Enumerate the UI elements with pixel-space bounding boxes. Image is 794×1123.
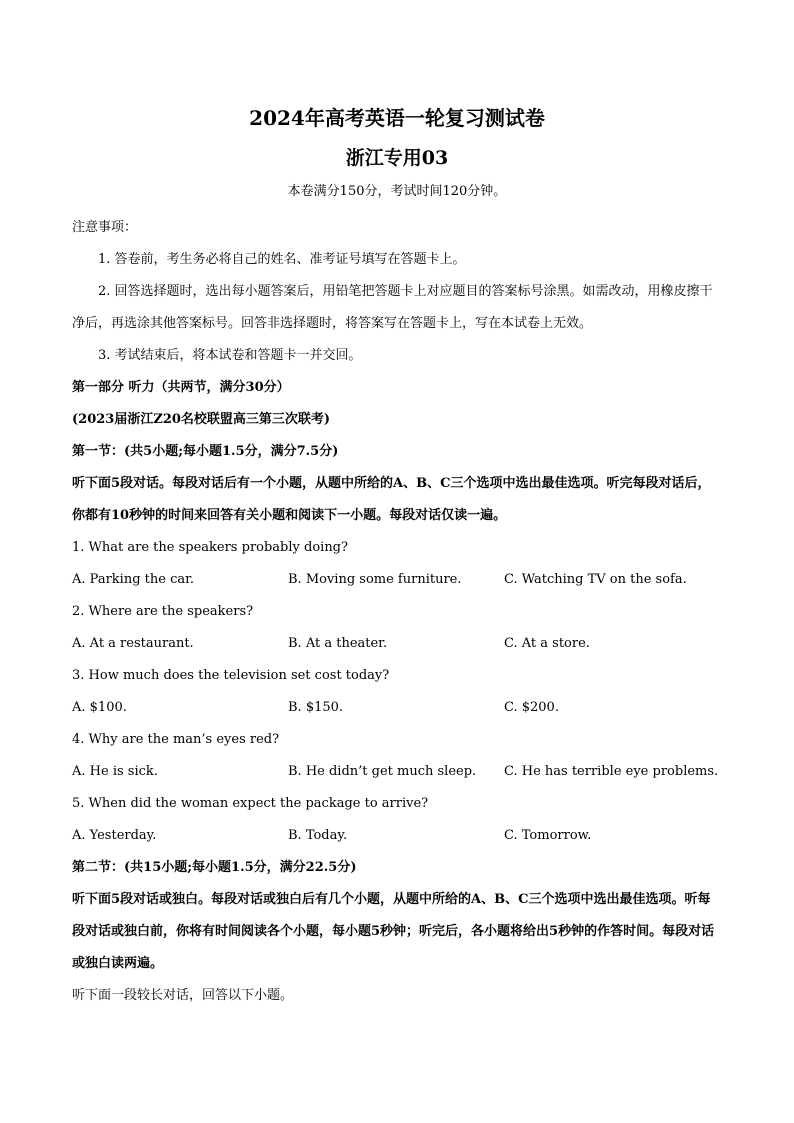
option-a: A. $100.: [72, 700, 127, 715]
part1-block: [72, 372, 722, 1012]
option-b: B. He didn’t get much sleep.: [288, 764, 477, 779]
option-c: C. Watching TV on the sofa.: [504, 572, 687, 587]
option-b: B. Today.: [288, 828, 348, 843]
question-item: [72, 596, 722, 660]
exam-meta: 本卷满分150分，考试时间120分钟。: [287, 184, 507, 199]
question-item: [72, 724, 722, 788]
options-row: [72, 628, 722, 660]
part1-source: (2023届浙江Z20名校联盟高三第三次联考): [72, 412, 331, 427]
section2-prompt: 听下面一段较长对话，回答以下小题。: [72, 988, 294, 1003]
options-row: [72, 756, 722, 788]
option-a: A. Yesterday.: [72, 828, 157, 843]
option-b: B. Moving some furniture.: [288, 572, 462, 587]
question-item: [72, 532, 722, 596]
notes-heading: 注意事项：: [72, 220, 138, 235]
page-title: 2024年高考英语一轮复习测试卷: [249, 106, 545, 130]
notes-block: [72, 212, 722, 372]
section1-instructions: 听下面5段对话。每段对话后有一个小题，从题中所给的A、B、C三个选项中选出最佳选项。听完每段对话后，你都有10秒钟的时间来回答有关小题和阅读下一小题。每段对话仅读一遍。: [72, 476, 711, 523]
options-row: [72, 820, 722, 852]
section2-instructions: 听下面5段对话或独白。每段对话或独白后有几个小题，从题中所给的A、B、C三个选项中选出最佳选项。听每段对话或独白前，你将有时间阅读各个小题，每小题5秒钟；听完后，各小题将给出5秒钟的作答时间。每段对话或独白读两遍。: [72, 892, 715, 971]
options-row: [72, 564, 722, 596]
section1-heading: 第一节：(共5小题;每小题1.5分，满分7.5分): [72, 444, 339, 459]
note-item-3: 3. 考试结束后，将本试卷和答题卡一并交回。: [98, 348, 362, 363]
question-text: 2. Where are the speakers?: [72, 604, 254, 619]
option-b: B. $150.: [288, 700, 344, 715]
page-subtitle: 浙江专用03: [345, 147, 449, 169]
question-text: 3. How much does the television set cost today?: [72, 668, 390, 683]
option-c: C. At a store.: [504, 636, 590, 651]
question-text: 1. What are the speakers probably doing?: [72, 540, 348, 555]
section2-heading: 第二节：(共15小题;每小题1.5分，满分22.5分): [72, 860, 357, 875]
note-item-1: 1. 答卷前，考生务必将自己的姓名、准考证号填写在答题卡上。: [98, 252, 466, 267]
option-a: A. Parking the car.: [72, 572, 195, 587]
option-c: C. Tomorrow.: [504, 828, 592, 843]
question-item: [72, 660, 722, 724]
option-a: A. He is sick.: [72, 764, 158, 779]
question-text: 4. Why are the man’s eyes red?: [72, 732, 280, 747]
options-row: [72, 692, 722, 724]
option-c: C. He has terrible eye problems.: [504, 764, 719, 779]
part1-heading: 第一部分 听力（共两节，满分30分）: [72, 380, 290, 395]
option-a: A. At a restaurant.: [72, 636, 194, 651]
question-text: 5. When did the woman expect the package to arrive?: [72, 796, 429, 811]
question-list: [72, 532, 722, 852]
note-item-2: 2. 回答选择题时，选出每小题答案后，用铅笔把答题卡上对应题目的答案标号涂黑。如需改动，用橡皮擦干净后，再选涂其他答案标号。回答非选择题时，将答案写在答题卡上，写在本试卷上无效。: [72, 284, 713, 331]
question-item: [72, 788, 722, 852]
option-b: B. At a theater.: [288, 636, 388, 651]
option-c: C. $200.: [504, 700, 559, 715]
